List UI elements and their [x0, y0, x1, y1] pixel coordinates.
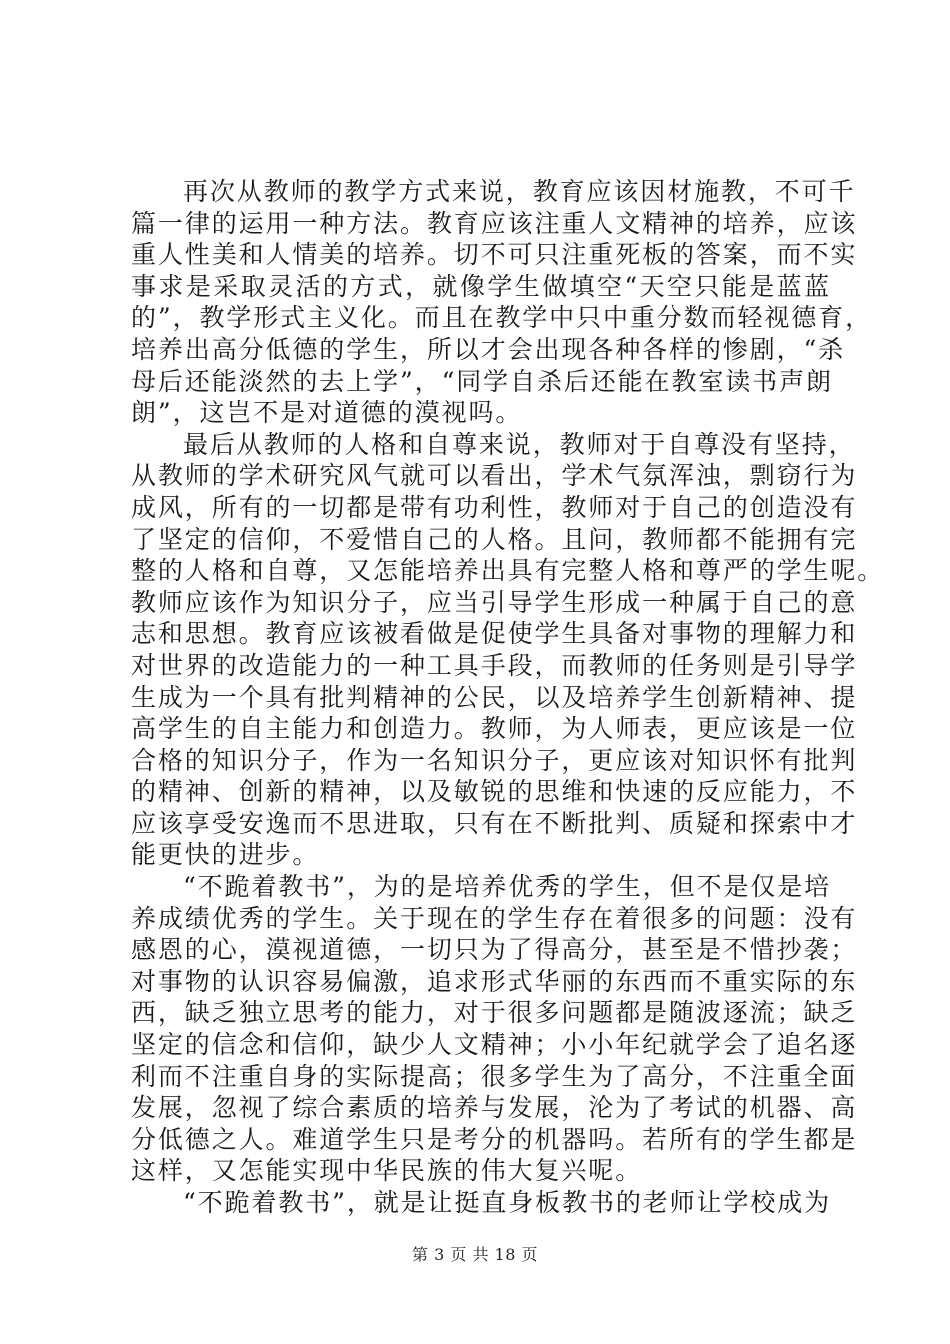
- text-line: 了坚定的信仰，不爱惜自己的人格。且问，教师都不能拥有完: [131, 524, 858, 554]
- text-line: 感恩的心，漠视道德，一切只为了得高分，甚至是不惜抄袭；: [131, 935, 858, 965]
- text-line: 从教师的学术研究风气就可以看出，学术气氛浑浊，剽窃行为: [131, 461, 858, 491]
- text-line: 分低德之人。难道学生只是考分的机器吗。若所有的学生都是: [131, 1124, 858, 1154]
- text-line: 教师应该作为知识分子，应当引导学生形成一种属于自己的意: [131, 587, 858, 617]
- text-line: 发展，忽视了综合素质的培养与发展，沦为了考试的机器、高: [131, 1093, 858, 1123]
- text-line: 的”，教学形式主义化。而且在教学中只中重分数而轻视德育，: [131, 303, 872, 333]
- text-line: 整的人格和自尊，又怎能培养出具有完整人格和尊严的学生呢。: [131, 556, 885, 586]
- paragraph: [131, 429, 885, 871]
- text-line: 母后还能淡然的去上学”，“同学自杀后还能在教室读书声朗: [131, 366, 833, 396]
- text-line: 志和思想。教育应该被看做是促使学生具备对事物的理解力和: [131, 619, 858, 649]
- text-line: 这样，又怎能实现中华民族的伟大复兴呢。: [131, 1156, 643, 1186]
- page-number-label: 第 3 页 共 18 页: [412, 1245, 538, 1264]
- text-line: 应该享受安逸而不思进取，只有在不断批判、质疑和探索中才: [131, 808, 858, 838]
- text-line: 朗”，这岂不是对道德的漠视吗。: [131, 398, 523, 428]
- text-line: 生成为一个具有批判精神的公民，以及培养学生创新精神、提: [131, 682, 858, 712]
- text-line: 再次从教师的教学方式来说，教育应该因材施教，不可千: [183, 177, 856, 206]
- text-line: 合格的知识分子，作为一名知识分子，更应该对知识怀有批判: [131, 745, 858, 775]
- body-text: [131, 176, 885, 1219]
- paragraph: [131, 1187, 831, 1219]
- text-line: 培养出高分低德的学生，所以才会出现各种各样的惨剧，“杀: [131, 334, 846, 364]
- text-line: 事求是采取灵活的方式，就像学生做填空“天空只能是蓝蓝: [131, 271, 831, 301]
- text-line: 重人性美和人情美的培养。切不可只注重死板的答案，而不实: [131, 240, 858, 270]
- text-line: 成风，所有的一切都是带有功利性，教师对于自己的创造没有: [131, 492, 858, 522]
- text-line: 坚定的信念和信仰，缺少人文精神；小小年纪就学会了追名逐: [131, 1030, 858, 1060]
- text-line: 能更快的进步。: [131, 840, 320, 870]
- text-line: 高学生的自主能力和创造力。教师，为人师表，更应该是一位: [131, 714, 858, 744]
- paragraph: [131, 176, 872, 429]
- text-line: 对世界的改造能力的一种工具手段，而教师的任务则是引导学: [131, 650, 858, 680]
- text-line: 对事物的认识容易偏激，追求形式华丽的东西而不重实际的东: [131, 966, 858, 996]
- text-line: “不跪着教书”，为的是培养优秀的学生，但不是仅是培: [183, 872, 832, 902]
- page-footer: [0, 1242, 950, 1265]
- text-line: 利而不注重自身的实际提高；很多学生为了高分，不注重全面: [131, 1061, 858, 1091]
- paragraph: [131, 871, 858, 1187]
- text-line: 养成绩优秀的学生。关于现在的学生存在着很多的问题：没有: [131, 903, 858, 933]
- text-line: 篇一律的运用一种方法。教育应该注重人文精神的培养，应该: [131, 208, 858, 238]
- text-line: 西，缺乏独立思考的能力，对于很多问题都是随波逐流；缺乏: [131, 998, 858, 1028]
- text-line: 的精神、创新的精神，以及敏锐的思维和快速的反应能力，不: [131, 777, 858, 807]
- text-line: 最后从教师的人格和自尊来说，教师对于自尊没有坚持，: [183, 429, 856, 459]
- text-line: “不跪着教书”，就是让挺直身板教书的老师让学校成为: [183, 1188, 832, 1217]
